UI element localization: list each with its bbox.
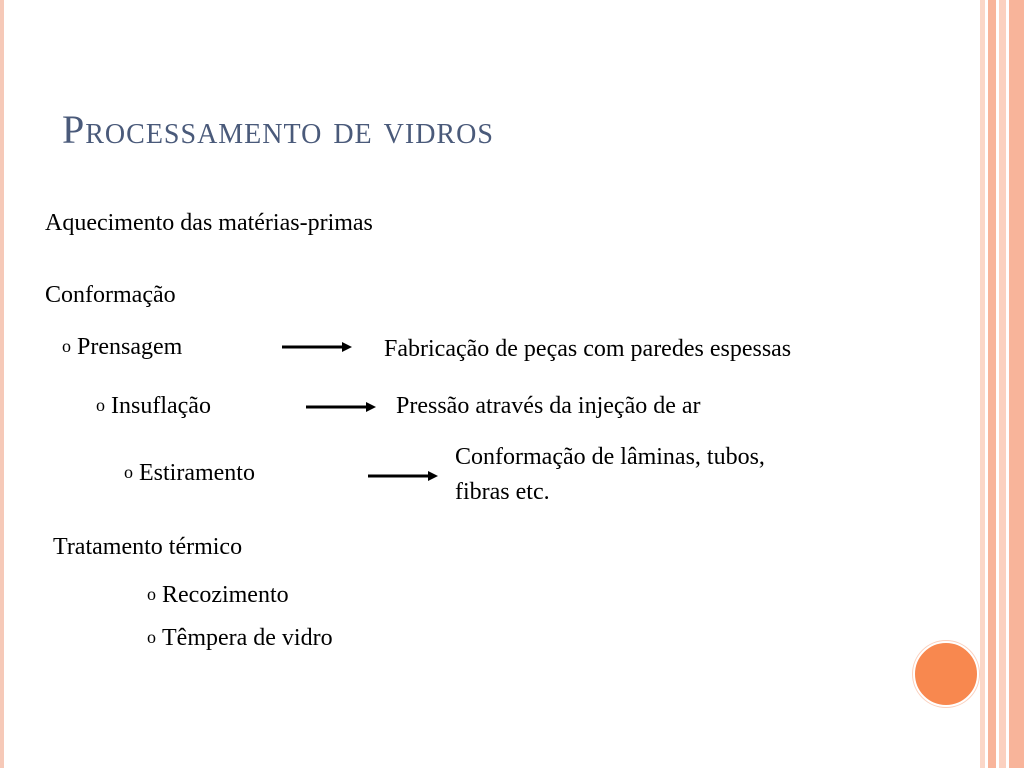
- list-item-label: Insuflação: [111, 393, 211, 419]
- list-item-description: Fabricação de peças com paredes espessas: [384, 336, 792, 362]
- list-item: [62, 333, 182, 362]
- slide-title: Processamento de vidros: [62, 107, 494, 152]
- bullet-icon: o: [124, 462, 133, 482]
- bullet-icon: o: [147, 584, 156, 604]
- section-heating: Aquecimento das matérias-primas: [45, 210, 373, 236]
- list-item: [147, 581, 289, 610]
- section-conformacao: Conformação: [45, 282, 176, 308]
- list-item-label: Têmpera de vidro: [162, 625, 333, 651]
- right-stripe: [1009, 0, 1024, 768]
- list-item-description: Pressão através da injeção de ar: [396, 393, 701, 419]
- bullet-icon: o: [62, 336, 71, 356]
- left-border: [0, 0, 4, 768]
- section-tratamento: Tratamento térmico: [53, 534, 243, 560]
- bullet-icon: o: [147, 627, 156, 647]
- list-item-description: Conformação de lâminas, tubos,: [455, 444, 765, 470]
- list-item: [147, 624, 333, 653]
- bullet-icon: o: [96, 395, 105, 415]
- list-item-description: fibras etc.: [455, 479, 550, 505]
- arrow-icon: [282, 340, 352, 354]
- list-item: [124, 459, 255, 488]
- right-stripe: [988, 0, 996, 768]
- arrow-icon: [306, 400, 376, 414]
- list-item-label: Recozimento: [162, 582, 289, 608]
- arrow-icon: [368, 469, 438, 483]
- right-stripe: [999, 0, 1006, 768]
- decorative-circle: [913, 641, 979, 707]
- right-stripe: [980, 0, 985, 768]
- list-item: [96, 392, 211, 421]
- list-item-label: Estiramento: [139, 460, 255, 486]
- list-item-label: Prensagem: [77, 334, 183, 360]
